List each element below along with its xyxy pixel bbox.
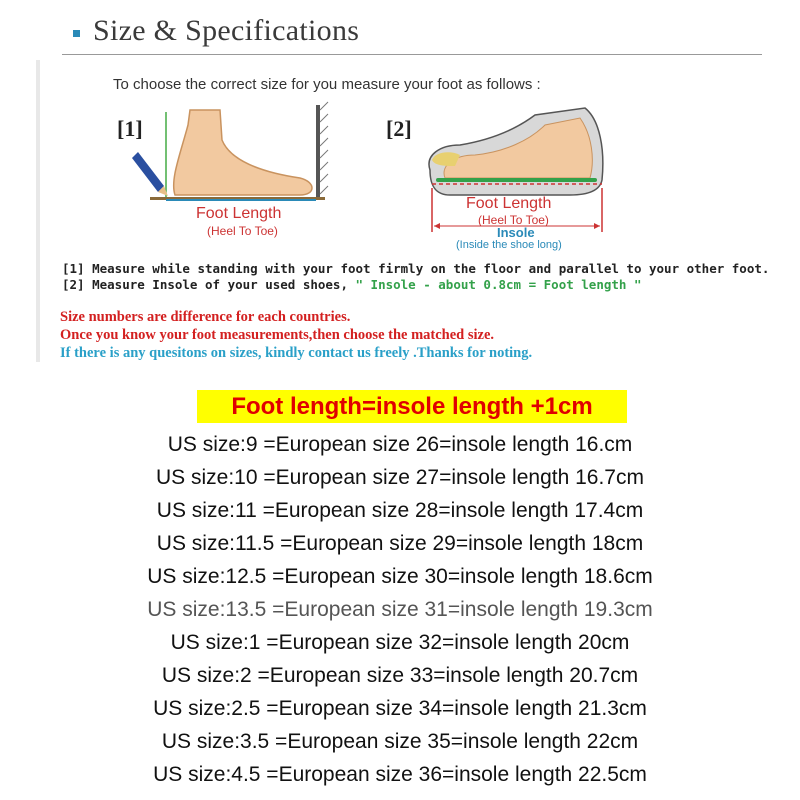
foot-length-label-1: Foot Length [196,205,282,222]
measure-note-2-text: [2] Measure Insole of your used shoes, [62,277,356,292]
page-title: Size & Specifications [93,14,360,47]
size-warning-2: Once you know your foot measurements,then choose the matched size. [60,327,495,343]
size-row: US size:1 =European size 32=insole length 20cm [170,631,630,654]
insole-formula: " Insole - about 0.8cm = Foot length " [355,277,642,292]
guide-intro: To choose the correct size for you measure your foot as follows : [113,76,541,93]
size-row: US size:2.5 =European size 34=insole length 21.3cm [153,697,647,720]
foot-length-label-2: Foot Length [466,195,552,212]
size-list [0,428,800,791]
size-row: US size:9 =European size 26=insole length 16.cm [167,433,633,456]
size-row: US size:4.5 =European size 36=insole length 22.5cm [153,763,647,786]
step2-label: [2] [386,116,412,141]
size-row: US size:2 =European size 33=insole length 20.7cm [161,664,639,687]
size-row: US size:10 =European size 27=insole length 16.7cm [156,466,644,489]
size-row: US size:11.5 =European size 29=insole length 18cm [156,532,644,555]
size-row: US size:11 =European size 28=insole length 17.4cm [156,499,644,522]
size-row: US size:3.5 =European size 35=insole length 22cm [161,730,639,753]
measure-note-2 [62,277,641,292]
size-row: US size:12.5 =European size 30=insole length 18.6cm [147,565,653,588]
guide-frame-edge [36,60,40,362]
step1-label: [1] [117,116,143,141]
size-row: US size:13.5 =European size 31=insole length 19.3cm [147,598,653,621]
heel-to-toe-label-1: (Heel To Toe) [207,224,278,238]
insole-note: (Inside the shoe long) [456,239,562,251]
contact-note: If there is any quesitons on sizes, kindly contact us freely .Thanks for noting. [60,345,533,361]
heel-to-toe-label-2: (Heel To Toe) [478,213,549,227]
size-headline [197,390,627,423]
measure-note-1: [1] Measure while standing with your foot firmly on the floor and parallel to your other foot. [62,261,770,276]
title-divider [62,54,762,55]
insole-label: Insole [497,225,535,240]
title-bullet-icon [73,30,80,37]
size-warning-1: Size numbers are difference for each countries. [60,309,351,325]
size-headline-text: Foot length=insole length +1cm [231,393,593,420]
